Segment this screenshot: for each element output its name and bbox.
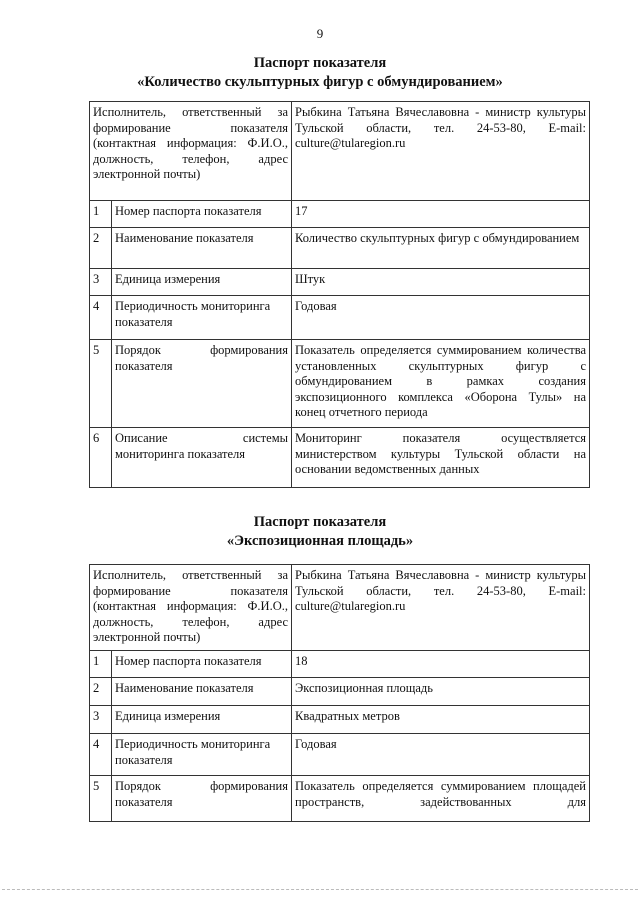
row-label: Номер паспорта показателя xyxy=(112,651,292,678)
passport-title-1 xyxy=(0,54,640,92)
row-label: Периодичность мониторинга показателя xyxy=(112,296,292,340)
row-label: Единица измерения xyxy=(112,269,292,296)
passport-table-2 xyxy=(89,564,590,822)
table-row xyxy=(90,269,590,296)
row-value: Показатель определяется суммированием количества установленных скульптурных фигур с обмундированием в рамках создания экспозиционного комплекса «Оборона Тулы» на конец отчетного периода xyxy=(292,340,590,428)
row-value: Количество скульптурных фигур с обмундированием xyxy=(292,228,590,269)
row-value: Годовая xyxy=(292,296,590,340)
row-value: Экспозиционная площадь xyxy=(292,678,590,706)
row-value: Квадратных метров xyxy=(292,706,590,734)
row-label: Наименование показателя xyxy=(112,678,292,706)
row-value: Штук xyxy=(292,269,590,296)
passport-title-line2: «Экспозиционная площадь» xyxy=(226,533,414,549)
table-row xyxy=(90,228,590,269)
table-row xyxy=(90,201,590,228)
row-value: 17 xyxy=(292,201,590,228)
passport-title-line1: Паспорт показателя xyxy=(253,55,387,71)
table-row-executor xyxy=(90,565,590,651)
passport-title-2 xyxy=(0,513,640,551)
executor-label: Исполнитель, ответственный за формирование показателя (контактная информация: Ф.И.О., должность, телефон, адрес электронной почты) xyxy=(90,565,292,651)
row-label: Наименование показателя xyxy=(112,228,292,269)
row-number: 2 xyxy=(90,228,112,269)
row-value: 18 xyxy=(292,651,590,678)
row-label: Описание системы мониторинга показателя xyxy=(112,428,292,488)
row-number: 1 xyxy=(90,651,112,678)
row-number: 4 xyxy=(90,734,112,776)
table-row xyxy=(90,296,590,340)
passport-title-line2: «Количество скульптурных фигур с обмундированием» xyxy=(137,74,503,90)
row-number: 3 xyxy=(90,706,112,734)
row-label: Периодичность мониторинга показателя xyxy=(112,734,292,776)
passport-table-1 xyxy=(89,101,590,488)
row-label: Порядок формирования показателя xyxy=(112,776,292,822)
row-number: 5 xyxy=(90,776,112,822)
table-row xyxy=(90,340,590,428)
row-number: 1 xyxy=(90,201,112,228)
passport-title-line1: Паспорт показателя xyxy=(253,514,387,530)
row-number: 6 xyxy=(90,428,112,488)
executor-label: Исполнитель, ответственный за формирование показателя (контактная информация: Ф.И.О., должность, телефон, адрес электронной почты) xyxy=(90,102,292,201)
table-row xyxy=(90,651,590,678)
row-label: Порядок формирования показателя xyxy=(112,340,292,428)
row-number: 3 xyxy=(90,269,112,296)
executor-value: Рыбкина Татьяна Вячеславовна - министр культуры Тульской области, тел. 24-53-80, E-mail: culture@tularegion.ru xyxy=(292,102,590,201)
row-number: 5 xyxy=(90,340,112,428)
table-row xyxy=(90,706,590,734)
table-row xyxy=(90,776,590,822)
table-row xyxy=(90,678,590,706)
page-bottom-rule xyxy=(2,889,638,890)
row-value: Показатель определяется суммированием площадей пространств, задействованных для xyxy=(292,776,590,822)
table-row xyxy=(90,428,590,488)
row-value: Годовая xyxy=(292,734,590,776)
row-value: Мониторинг показателя осуществляется министерством культуры Тульской области на основании ведомственных данных xyxy=(292,428,590,488)
row-label: Номер паспорта показателя xyxy=(112,201,292,228)
executor-value: Рыбкина Татьяна Вячеславовна - министр культуры Тульской области, тел. 24-53-80, E-mail: culture@tularegion.ru xyxy=(292,565,590,651)
table-row-executor xyxy=(90,102,590,201)
table-row xyxy=(90,734,590,776)
page-number: 9 xyxy=(316,26,324,41)
row-number: 4 xyxy=(90,296,112,340)
row-number: 2 xyxy=(90,678,112,706)
row-label: Единица измерения xyxy=(112,706,292,734)
